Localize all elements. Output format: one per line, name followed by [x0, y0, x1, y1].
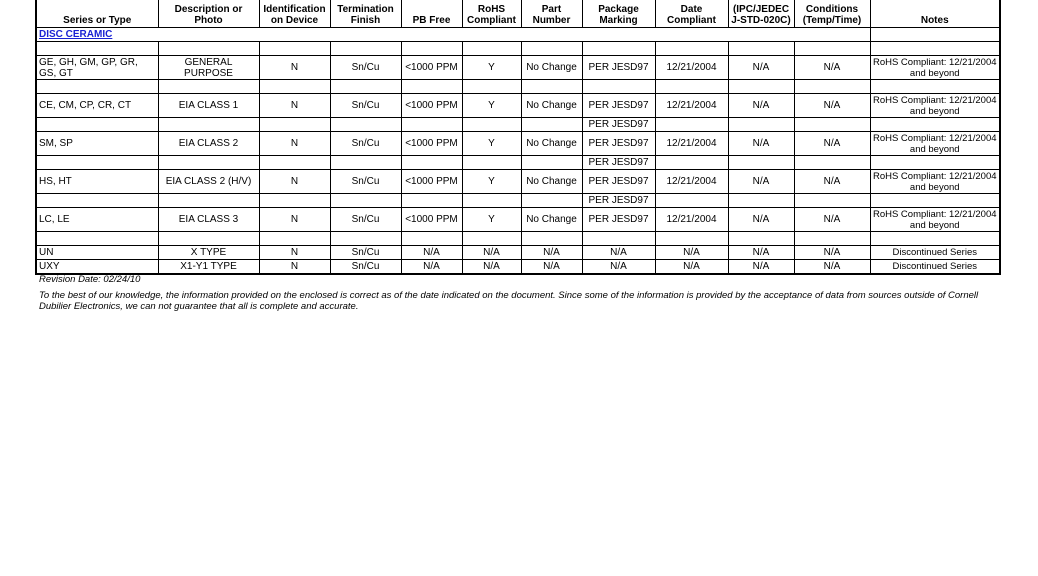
table-row: UN X TYPE N Sn/Cu N/A N/A N/A N/A N/A N/A N/A Discontinued Series: [36, 246, 1000, 260]
table-row: CE, CM, CP, CR, CT EIA CLASS 1 N Sn/Cu <1000 PPM Y No Change PER JESD97 12/21/2004 N/A N/A RoHS Compliant: 12/21/2004 and beyond: [36, 94, 1000, 118]
spacer-row: [36, 232, 1000, 246]
table-row: UXY X1-Y1 TYPE N Sn/Cu N/A N/A N/A N/A N/A N/A N/A Discontinued Series: [36, 260, 1000, 275]
spacer-row: PER JESD97: [36, 118, 1000, 132]
col-rohs-header: RoHS Compliant: [462, 0, 521, 28]
section-row: [36, 28, 1000, 42]
col-desc-header: Description or Photo: [158, 0, 259, 28]
table-row: LC, LE EIA CLASS 3 N Sn/Cu <1000 PPM Y No Change PER JESD97 12/21/2004 N/A N/A RoHS Compliant: 12/21/2004 and beyond: [36, 208, 1000, 232]
col-pkg-header: Package Marking: [582, 0, 655, 28]
section-title-cell: [36, 28, 870, 42]
col-notes-header: Notes: [870, 0, 1000, 28]
revision-date: Revision Date: 02/24/10: [39, 274, 141, 285]
col-cond-header: Conditions (Temp/Time): [794, 0, 870, 28]
col-term-header: Termination Finish: [330, 0, 401, 28]
table-row: GE, GH, GM, GP, GR, GS, GT GENERAL PURPOSE N Sn/Cu <1000 PPM Y No Change PER JESD97 12/21/2004 N/A N/A RoHS Compliant: 12/21/2004 and beyond: [36, 56, 1000, 80]
spacer-row: [36, 80, 1000, 94]
disclaimer-text: To the best of our knowledge, the information provided on the enclosed is correct as of the date indicated on the document. Since some of the information is provided by the acceptance of data from sources outside of Cornell Dubilier Electronics, we can not guarantee that all is complete and accurate.: [39, 290, 979, 312]
spacer-row: [36, 42, 1000, 56]
spacer-row: PER JESD97: [36, 194, 1000, 208]
table-row: SM, SP EIA CLASS 2 N Sn/Cu <1000 PPM Y No Change PER JESD97 12/21/2004 N/A N/A RoHS Compliant: 12/21/2004 and beyond: [36, 132, 1000, 156]
section-title-link[interactable]: DISC CERAMIC: [39, 29, 113, 40]
col-pb-header: PB Free: [401, 0, 462, 28]
table-row: HS, HT EIA CLASS 2 (H/V) N Sn/Cu <1000 PPM Y No Change PER JESD97 12/21/2004 N/A N/A RoHS Compliant: 12/21/2004 and beyond: [36, 170, 1000, 194]
col-ipc-header: (IPC/JEDEC J-STD-020C): [728, 0, 794, 28]
compliance-table: [35, 0, 1001, 275]
header-row: [36, 0, 1000, 28]
col-ident-header: Identification on Device: [259, 0, 330, 28]
col-date-header: Date Compliant: [655, 0, 728, 28]
spacer-row: PER JESD97: [36, 156, 1000, 170]
col-series-header: Series or Type: [36, 0, 158, 28]
col-part-header: Part Number: [521, 0, 582, 28]
